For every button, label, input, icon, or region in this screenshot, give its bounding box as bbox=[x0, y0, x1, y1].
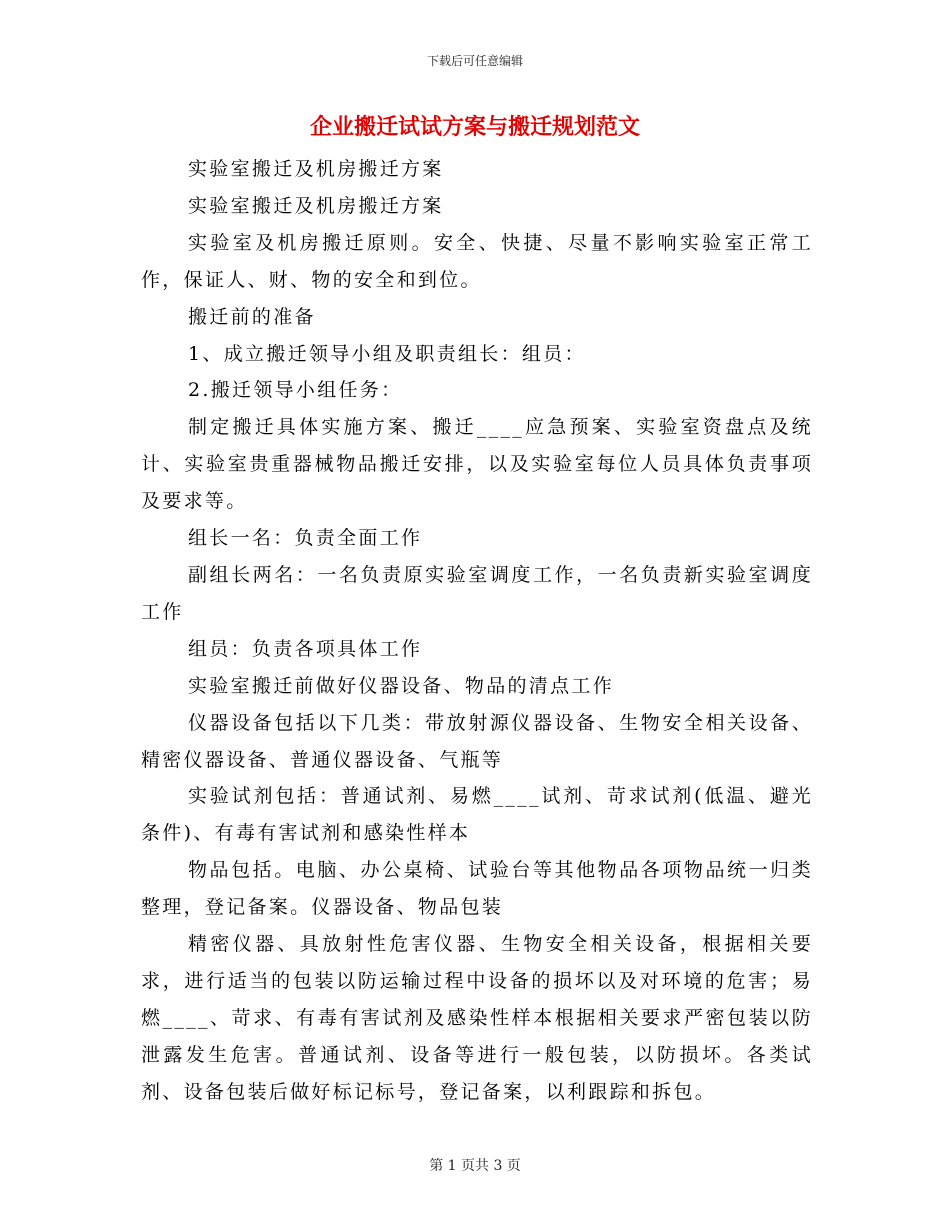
paragraph: 副组长两名：一名负责原实验室调度工作，一名负责新实验室调度工作 bbox=[141, 563, 813, 623]
document-body bbox=[141, 151, 813, 1111]
paragraph: 实验室及机房搬迁原则。安全、快捷、尽量不影响实验室正常工作，保证人、财、物的安全和到位。 bbox=[141, 231, 813, 291]
page-header-note: 下载后可任意编辑 bbox=[426, 54, 523, 68]
paragraph: 组长一名：负责全面工作 bbox=[188, 527, 423, 550]
paragraph: 实验室搬迁及机房搬迁方案 bbox=[188, 194, 444, 217]
paragraph: 仪器设备包括以下几类：带放射源仪器设备、生物安全相关设备、精密仪器设备、普通仪器设备、气瓶等 bbox=[141, 711, 813, 771]
page-footer-number: 第 1 页共 3 页 bbox=[429, 1158, 521, 1174]
document-title: 企业搬迁试试方案与搬迁规划范文 bbox=[309, 115, 640, 140]
paragraph: 组员：负责各项具体工作 bbox=[188, 637, 423, 660]
paragraph: 物品包括。电脑、办公桌椅、试验台等其他物品各项物品统一归类整理，登记备案。仪器设备、物品包装 bbox=[141, 859, 813, 919]
paragraph: 1、成立搬迁领导小组及职责组长：组员： bbox=[188, 342, 586, 365]
paragraph: 制定搬迁具体实施方案、搬迁____应急预案、实验室资盘点及统计、实验室贵重器械物品搬迁安排，以及实验室每位人员具体负责事项及要求等。 bbox=[141, 416, 813, 513]
paragraph: 实验室搬迁前做好仪器设备、物品的清点工作 bbox=[188, 674, 615, 697]
paragraph: 搬迁前的准备 bbox=[188, 305, 316, 328]
paragraph: 实验室搬迁及机房搬迁方案 bbox=[188, 158, 444, 180]
paragraph: 精密仪器、具放射性危害仪器、生物安全相关设备，根据相关要求，进行适当的包装以防运输过程中设备的损坏以及对环境的危害；易燃____、苛求、有毒有害试剂及感染性样本根据相关要求严密包装以防泄露发生危害。普通试剂、设备等进行一般包装，以防损坏。各类试剂、设备包装后做好标记标号，登记备案，以利跟踪和拆包。 bbox=[141, 933, 813, 1103]
paragraph: 2.搬迁领导小组任务： bbox=[188, 379, 403, 402]
paragraph: 实验试剂包括：普通试剂、易燃____试剂、苛求试剂(低温、避光条件)、有毒有害试剂和感染性样本 bbox=[141, 785, 813, 845]
